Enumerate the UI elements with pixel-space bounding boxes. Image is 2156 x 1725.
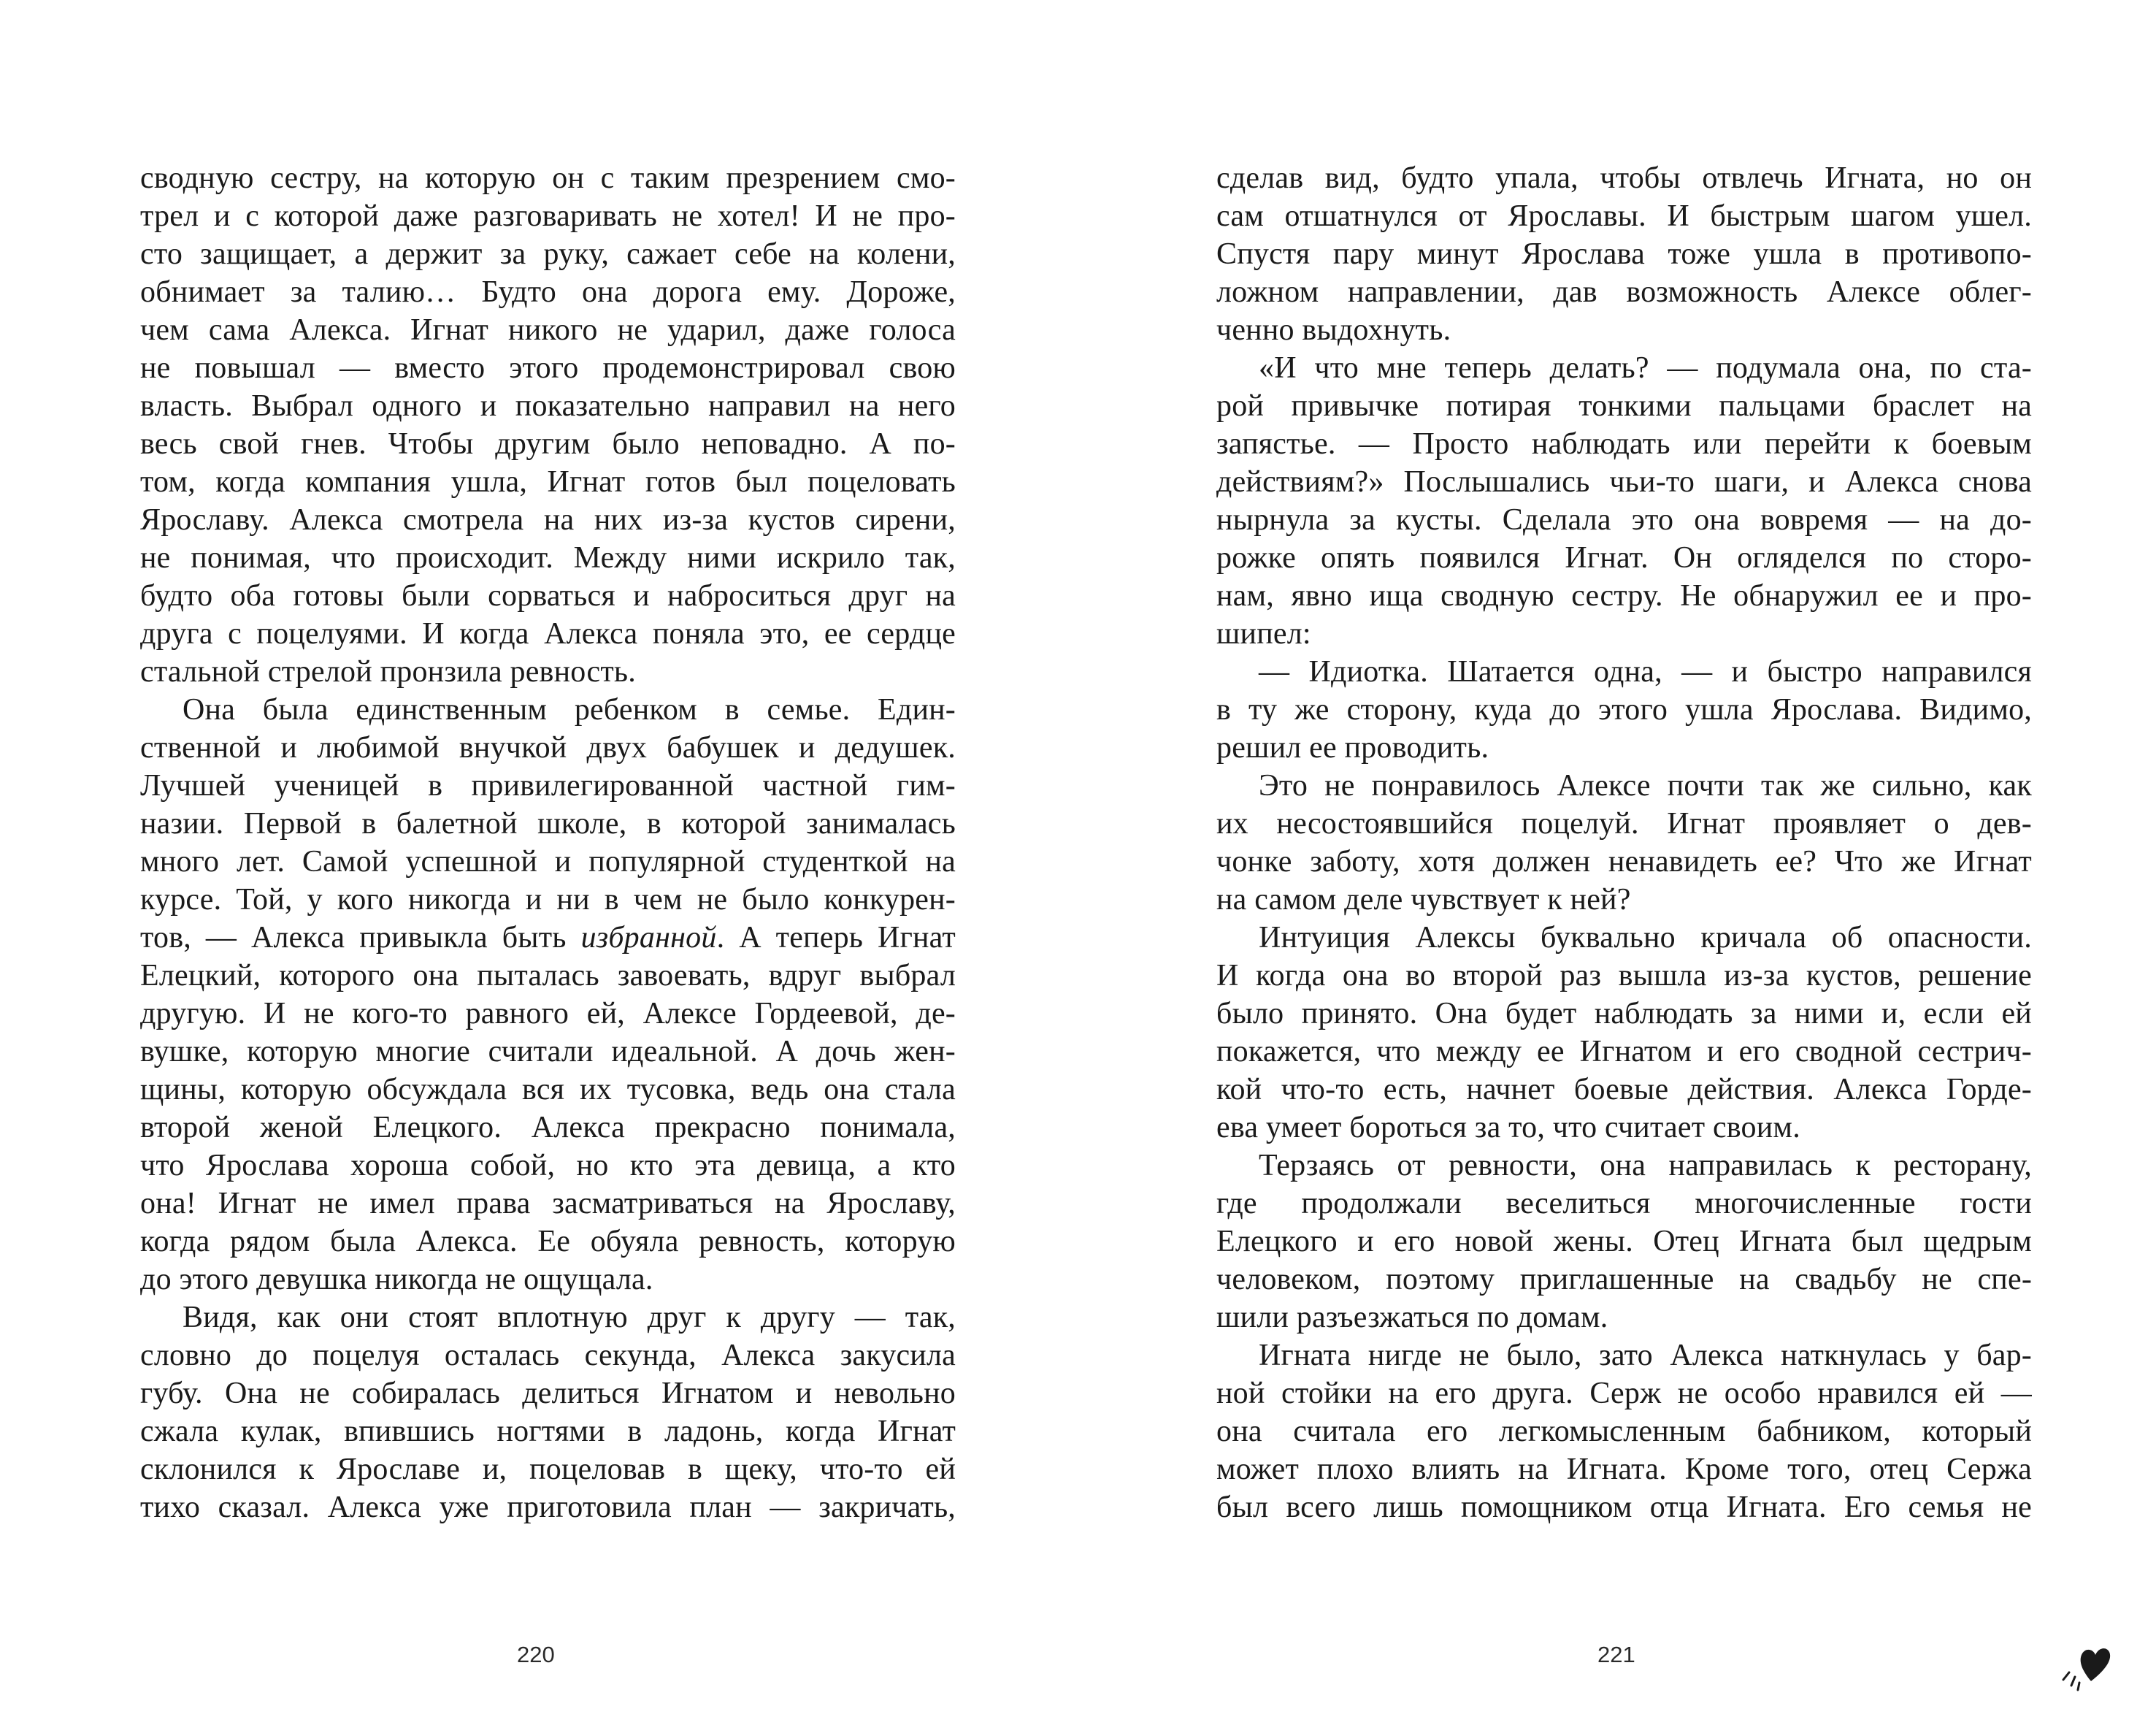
text-line: курсе. Той, у кого никогда и ни в чем не было конкурен- [140, 883, 956, 917]
text-line: Она была единственным ребенком в семье. Един- [183, 693, 956, 727]
text-fragment: тов, — Алекса привыкла быть [140, 921, 567, 955]
text-line: сводную сестру, на которую он с таким презрением смо- [140, 161, 956, 195]
text-line: был всего лишь помощником отца Игната. Его семья не [1216, 1491, 2032, 1524]
text-line: сам отшатнулся от Ярославы. И быстрым шагом ушел. [1216, 199, 2032, 233]
text-line: покажется, что между ее Игнатом и его сводной сестрич- [1216, 1035, 2032, 1068]
text-line: не повышал — вместо этого продемонстрировал свою [140, 351, 956, 385]
text-line: шили разъезжаться по домам. [1216, 1301, 1608, 1334]
text-line: много лет. Самой успешной и популярной студенткой на [140, 845, 956, 879]
text-line: вушке, которую многие считали идеальной. А дочь жен- [140, 1035, 956, 1068]
text-line: тихо сказал. Алекса уже приготовила план — закричать, [140, 1491, 956, 1524]
page-number: 221 [1597, 1642, 1635, 1667]
text-line: когда рядом была Алекса. Ее обуяла ревность, которую [140, 1225, 956, 1258]
text-line: было принято. Она будет наблюдать за ними и, если ей [1216, 997, 2032, 1030]
text-line: ственной и любимой внучкой двух бабушек и дедушек. [140, 731, 956, 765]
text-line: «И что мне теперь делать? — подумала она, по ста- [1259, 351, 2032, 385]
text-line: второй женой Елецкого. Алекса прекрасно понимала, [140, 1111, 956, 1144]
text-line: нам, явно ища сводную сестру. Не обнаружил ее и про- [1216, 579, 2032, 613]
page-number: 220 [517, 1642, 555, 1667]
right-page [1078, 0, 2156, 1725]
text-line: И когда она во второй раз вышла из-за кустов, решение [1216, 959, 2032, 992]
text-line: ложном направлении, дав возможность Алексе облег- [1216, 275, 2032, 309]
text-line: запястье. — Просто наблюдать или перейти к боевым [1216, 427, 2032, 461]
text-line: чем сама Алекса. Игнат никого не ударил, даже голоса [140, 313, 956, 347]
text-line: Лучшей ученицей в привилегированной частной гим- [140, 769, 956, 803]
text-line: кой что-то есть, начнет боевые действия. Алекса Горде- [1216, 1073, 2032, 1106]
text-line: словно до поцелуя осталась секунда, Алекса закусила [140, 1339, 956, 1372]
text-line: она! Игнат не имел права засматриваться на Ярославу, [140, 1187, 956, 1220]
text-line: власть. Выбрал одного и показательно направил на него [140, 389, 956, 423]
italic-word: избранной [580, 921, 717, 955]
text-line: человеком, поэтому приглашенные на свадьбу не спе- [1216, 1263, 2032, 1296]
text-line: сжала кулак, впившись ногтями в ладонь, когда Игнат [140, 1415, 956, 1448]
text-line: щины, которую обсуждала вся их тусовка, ведь она стала [140, 1073, 956, 1106]
text-line: другую. И не кого-то равного ей, Алексе Гордеевой, де- [140, 997, 956, 1030]
text-line: будто оба готовы были сорваться и наброситься друг на [140, 579, 956, 613]
text-line: том, когда компания ушла, Игнат готов был поцеловать [140, 465, 956, 499]
text-line: может плохо влиять на Игната. Кроме того, отец Сержа [1216, 1453, 2032, 1486]
text-line: сделав вид, будто упала, чтобы отвлечь Игната, но он [1216, 161, 2032, 195]
text-line: Игната нигде не было, зато Алекса наткнулась у бар- [1259, 1339, 2032, 1372]
text-line: Терзаясь от ревности, она направилась к ресторану, [1259, 1149, 2032, 1182]
text-line: действиям?» Послышались чьи-то шаги, и Алекса снова [1216, 465, 2032, 499]
text-line: сто защищает, а держит за руку, сажает себе на колени, [140, 237, 956, 271]
text-line: Спустя пару минут Ярослава тоже ушла в противопо- [1216, 237, 2032, 271]
text-line: ева умеет бороться за то, что считает своим. [1216, 1111, 1800, 1144]
text-line: Елецкого и его новой жены. Отец Игната был щедрым [1216, 1225, 2032, 1258]
text-line: друга с поцелуями. И когда Алекса поняла это, ее сердце [140, 617, 956, 651]
text-line: на самом деле чувствует к ней? [1216, 883, 1631, 917]
text-line: обнимает за талию… Будто она дорога ему. Дороже, [140, 275, 956, 309]
text-line: Интуиция Алексы буквально кричала об опасности. [1259, 921, 2032, 955]
text-line: рожке опять появился Игнат. Он огляделся по сторо- [1216, 541, 2032, 575]
text-line: где продолжали веселиться многочисленные гости [1216, 1187, 2032, 1220]
text-line: что Ярослава хороша собой, но кто эта девица, а кто [140, 1149, 956, 1182]
text-line: их несостоявшийся поцелуй. Игнат проявляет о дев- [1216, 807, 2032, 841]
text-line-with-italic [140, 919, 956, 957]
text-line: не понимая, что происходит. Между ними искрило так, [140, 541, 956, 575]
text-line: склонился к Ярославе и, поцеловав в щеку, что-то ей [140, 1453, 956, 1486]
text-line: нырнула за кусты. Сделала это она вовремя — на до- [1216, 503, 2032, 537]
text-line: Это не понравилось Алексе почти так же сильно, как [1259, 769, 2032, 803]
text-line: трел и с которой даже разговаривать не хотел! И не про- [140, 199, 956, 233]
text-line: решил ее проводить. [1216, 731, 1489, 765]
text-line: чонке заботу, хотя должен ненавидеть ее? Что же Игнат [1216, 845, 2032, 879]
text-line: губу. Она не собиралась делиться Игнатом и невольно [140, 1377, 956, 1410]
right-page-text [1216, 159, 2032, 1526]
text-line: стальной стрелой пронзила ревность. [140, 655, 636, 689]
text-line: Елецкий, которого она пыталась завоевать, вдруг выбрал [140, 959, 956, 992]
text-line: в ту же сторону, куда до этого ушла Ярослава. Видимо, [1216, 693, 2032, 727]
text-line: шипел: [1216, 617, 1311, 651]
text-line: до этого девушка никогда не ощущала. [140, 1263, 653, 1296]
text-line: назии. Первой в балетной школе, в которой занималась [140, 807, 956, 841]
text-line: Видя, как они стоят вплотную друг к другу — так, [183, 1301, 956, 1334]
text-line: весь свой гнев. Чтобы другим было неповадно. А по- [140, 427, 956, 461]
left-page-text [140, 159, 956, 1526]
text-line: ной стойки на его друга. Серж не особо нравился ей — [1216, 1377, 2032, 1410]
heart-doodle-icon [2053, 1629, 2119, 1694]
text-line: она считала его легкомысленным бабником, который [1216, 1415, 2032, 1448]
text-line: — Идиотка. Шатается одна, — и быстро направился [1259, 655, 2032, 689]
text-line: Ярославу. Алекса смотрела на них из-за кустов сирени, [140, 503, 956, 537]
text-line: ченно выдохнуть. [1216, 313, 1451, 347]
text-line: рой привычке потирая тонкими пальцами браслет на [1216, 389, 2032, 423]
text-fragment: . А теперь Игнат [716, 921, 956, 955]
